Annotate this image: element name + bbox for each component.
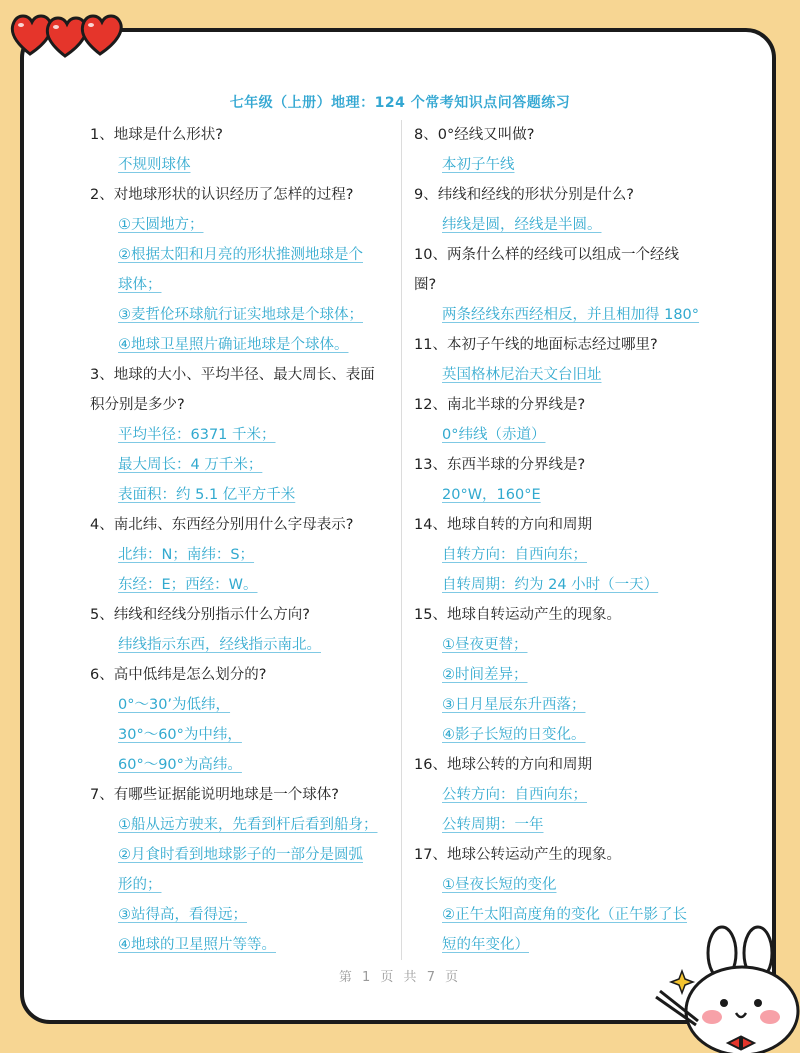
answer-line: [90, 930, 395, 960]
answer-text: ③麦哲伦环球航行证实地球是个球体；: [118, 307, 363, 323]
answer-line: [90, 300, 395, 330]
answer-text: 公转周期：一年: [442, 817, 544, 833]
question-line: 7、有哪些证据能说明地球是一个球体?: [90, 787, 339, 803]
answer-line: [414, 210, 714, 240]
answer-line: [414, 570, 714, 600]
answer-line: [90, 720, 395, 750]
answer-text: 20°W，160°E: [442, 487, 541, 503]
right-column: [414, 120, 714, 960]
question-line: 16、地球公转的方向和周期: [414, 757, 592, 773]
answer-text: ①天圆地方；: [118, 217, 204, 233]
answer-text: ④地球的卫星照片等等。: [118, 937, 276, 953]
answer-line: [90, 270, 395, 300]
answer-text: 球体；: [118, 277, 162, 293]
answer-text: 纬线是圆，经线是半圆。: [442, 217, 602, 233]
answer-text: ①昼夜更替；: [442, 637, 528, 653]
answer-line: [414, 870, 714, 900]
answer-text: ④影子长短的日变化。: [442, 727, 586, 743]
answer-text: 自转周期：约为 24 小时（一天）: [442, 577, 659, 593]
answer-line: [414, 360, 714, 390]
answer-text: ②根据太阳和月亮的形状推测地球是个: [118, 247, 363, 263]
page-title: 七年级（上册）地理：124 个常考知识点问答题练习: [229, 95, 571, 111]
answer-text: ③日月星辰东升西落；: [442, 697, 586, 713]
answer-text: 表面积：约 5.1 亿平方千米: [118, 487, 296, 503]
answer-line: [90, 900, 395, 930]
answer-text: 两条经线东西经相反，并且相加得 180°: [442, 307, 700, 323]
answer-line: [414, 300, 714, 330]
answer-line: [90, 690, 395, 720]
question-line: 1、地球是什么形状?: [90, 127, 223, 143]
question-line: 3、地球的大小、平均半径、最大周长、表面: [90, 367, 375, 383]
answer-text: 最大周长：4 万千米；: [118, 457, 263, 473]
answer-text: 不规则球体: [118, 157, 191, 173]
column-divider: [401, 120, 402, 960]
answer-text: 英国格林尼治天文台旧址: [442, 367, 602, 383]
question-line: 5、纬线和经线分别指示什么方向?: [90, 607, 310, 623]
answer-text: ①船从远方驶来，先看到杆后看到船身；: [118, 817, 378, 833]
answer-line: [90, 330, 395, 360]
answer-line: [414, 810, 714, 840]
answer-line: [90, 570, 395, 600]
answer-text: 30°～60°为中纬，: [118, 727, 242, 743]
answer-line: [414, 690, 714, 720]
answer-line: [90, 240, 395, 270]
answer-text: 纬线指示东西，经线指示南北。: [118, 637, 321, 653]
answer-line: [90, 480, 395, 510]
answer-line: [90, 840, 395, 870]
answer-line: [414, 720, 714, 750]
answer-line: [414, 630, 714, 660]
question-line: 圈?: [414, 277, 437, 293]
question-line: 17、地球公转运动产生的现象。: [414, 847, 621, 863]
answer-line: [90, 630, 395, 660]
answer-text: ③站得高，看得远；: [118, 907, 247, 923]
question-line: 6、高中低纬是怎么划分的?: [90, 667, 267, 683]
answer-line: [90, 750, 395, 780]
answer-text: 60°～90°为高纬。: [118, 757, 242, 773]
question-line: 15、地球自转运动产生的现象。: [414, 607, 621, 623]
answer-line: [414, 780, 714, 810]
answer-text: ②时间差异；: [442, 667, 528, 683]
question-line: 10、两条什么样的经线可以组成一个经线: [414, 247, 679, 263]
question-line: 12、南北半球的分界线是?: [414, 397, 586, 413]
answer-line: [90, 420, 395, 450]
question-line: 2、对地球形状的认识经历了怎样的过程?: [90, 187, 354, 203]
answer-line: [414, 420, 714, 450]
answer-text: 东经：E；西经：W。: [118, 577, 258, 593]
answer-line: [90, 150, 395, 180]
question-line: 4、南北纬、东西经分别用什么字母表示?: [90, 517, 354, 533]
answer-text: 短的年变化）: [442, 937, 529, 953]
page-number: 第 1 页 共 7 页: [338, 970, 462, 985]
answer-text: 本初子午线: [442, 157, 515, 173]
answer-text: ④地球卫星照片确证地球是个球体。: [118, 337, 349, 353]
answer-line: [90, 540, 395, 570]
question-line: 积分别是多少?: [90, 397, 185, 413]
answer-text: 自转方向：自西向东；: [442, 547, 587, 563]
answer-text: 形的；: [118, 877, 162, 893]
answer-text: 0°～30’为低纬，: [118, 697, 231, 713]
answer-line: [90, 210, 395, 240]
answer-text: ②月食时看到地球影子的一部分是圆弧: [118, 847, 363, 863]
answer-line: [414, 480, 714, 510]
answer-text: 公转方向：自西向东；: [442, 787, 587, 803]
question-line: 8、0°经线又叫做?: [414, 127, 535, 143]
question-line: 14、地球自转的方向和周期: [414, 517, 592, 533]
answer-line: [90, 810, 395, 840]
answer-text: 0°纬线（赤道）: [442, 427, 546, 443]
answer-text: ①昼夜长短的变化: [442, 877, 557, 893]
answer-line: [414, 150, 714, 180]
answer-text: ②正午太阳高度角的变化（正午影了长: [442, 907, 687, 923]
answer-line: [90, 870, 395, 900]
bunny-mascot-icon: [650, 925, 800, 1053]
answer-line: [90, 450, 395, 480]
answer-line: [414, 540, 714, 570]
answer-line: [414, 660, 714, 690]
left-column: [90, 120, 395, 960]
hearts-decoration-icon: [8, 8, 128, 60]
answer-text: 平均半径：6371 千米；: [118, 427, 276, 443]
question-line: 13、东西半球的分界线是?: [414, 457, 586, 473]
answer-text: 北纬：N；南纬：S；: [118, 547, 255, 563]
question-line: 11、本初子午线的地面标志经过哪里?: [414, 337, 658, 353]
question-line: 9、纬线和经线的形状分别是什么?: [414, 187, 634, 203]
